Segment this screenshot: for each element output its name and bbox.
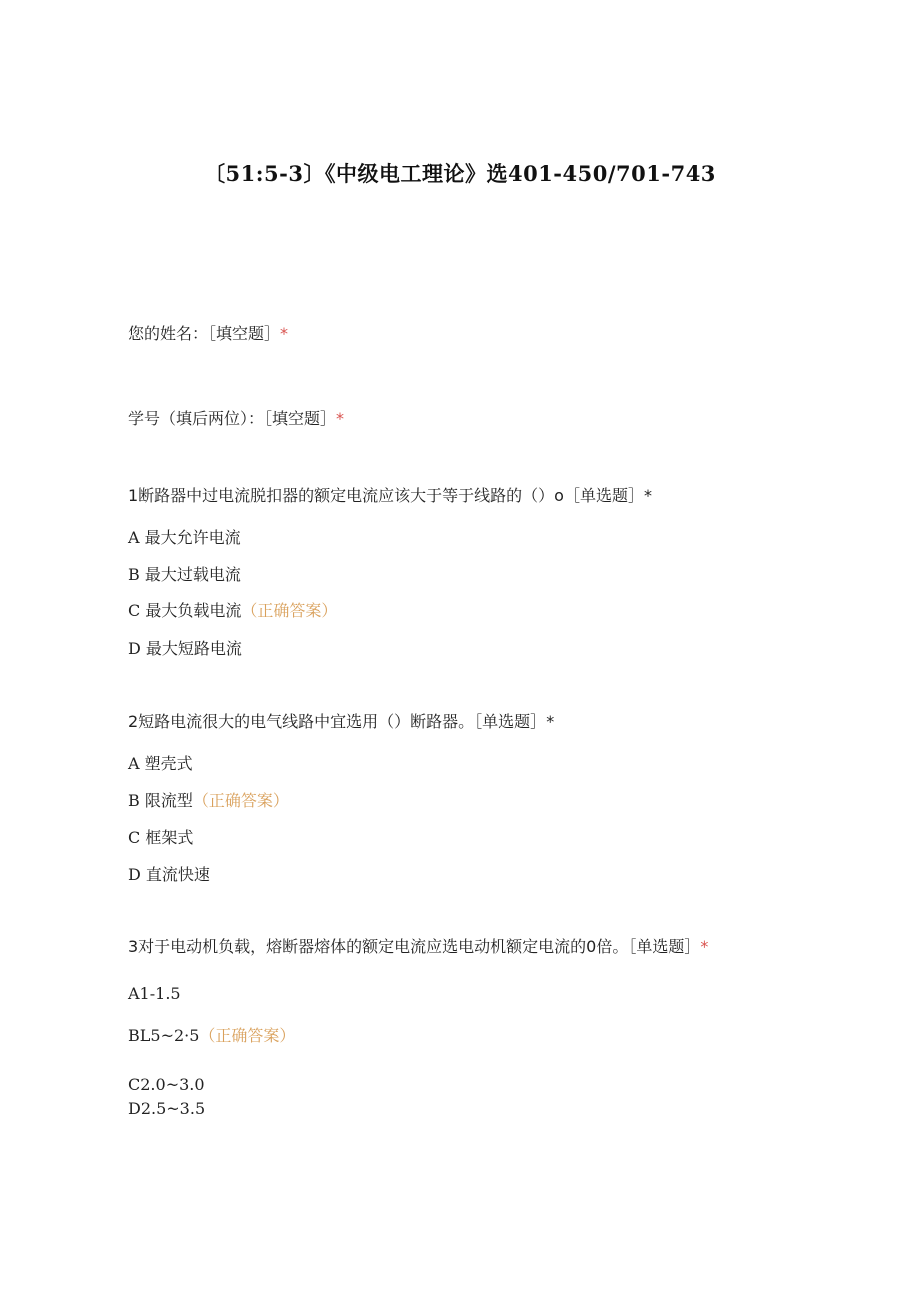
- option-text: 限流型: [144, 791, 193, 810]
- correct-answer-label: （正确答案）: [192, 791, 289, 810]
- question-1-text: 1断路器中过电流脱扣器的额定电流应该大于等于线路的（）o［单选题］: [128, 486, 644, 505]
- option-text: 最大短路电流: [145, 639, 242, 658]
- question-1-option-c: [128, 600, 337, 622]
- question-1: [128, 485, 652, 507]
- option-letter: B: [128, 565, 140, 584]
- option-letter: B: [128, 791, 140, 810]
- correct-answer-label: （正确答案）: [241, 601, 338, 620]
- question-2-option-d: [128, 864, 210, 886]
- option-text: C2.0~3.0: [128, 1075, 205, 1094]
- question-1-option-b: [128, 564, 241, 586]
- question-2: [128, 711, 554, 733]
- question-3-option-c: [128, 1074, 205, 1096]
- option-letter: C: [128, 601, 141, 620]
- question-2-option-b: [128, 790, 289, 812]
- question-3-option-d: [128, 1098, 205, 1120]
- option-letter: A: [128, 754, 140, 773]
- required-star: *: [643, 486, 652, 505]
- student-id-field: [128, 408, 344, 430]
- option-text: A1-1.5: [128, 984, 181, 1003]
- option-text: 最大负载电流: [145, 601, 242, 620]
- question-3-option-a: [128, 983, 181, 1005]
- option-letter: D: [128, 865, 141, 884]
- option-letter: D: [128, 639, 141, 658]
- document-title: 〔51:5-3〕《中级电工理论》选401-450/701-743: [204, 161, 716, 186]
- option-letter: C: [128, 828, 141, 847]
- question-2-option-c: [128, 827, 193, 849]
- name-field: [128, 323, 288, 345]
- name-field-label: 您的姓名：［填空题］: [128, 324, 281, 343]
- required-star: *: [280, 324, 289, 343]
- option-text: 最大允许电流: [144, 528, 241, 547]
- required-star: *: [546, 712, 555, 731]
- question-3-text: 3对于电动机负载，熔断器熔体的额定电流应选电动机额定电流的0倍。［单选题］: [128, 937, 701, 956]
- question-3-option-b: [128, 1025, 295, 1047]
- student-id-field-label: 学号（填后两位）：［填空题］: [128, 409, 337, 428]
- required-star: *: [336, 409, 345, 428]
- question-2-option-a: [128, 753, 193, 775]
- option-text: 框架式: [145, 828, 194, 847]
- option-text: 最大过载电流: [144, 565, 241, 584]
- question-2-text: 2短路电流很大的电气线路中宜选用（）断路器。［单选题］: [128, 712, 547, 731]
- question-3: [128, 936, 708, 958]
- option-text: 直流快速: [145, 865, 210, 884]
- option-text: D2.5~3.5: [128, 1099, 206, 1118]
- question-1-option-a: [128, 527, 241, 549]
- option-letter: A: [128, 528, 140, 547]
- question-1-option-d: [128, 638, 242, 660]
- option-text: 塑壳式: [144, 754, 193, 773]
- correct-answer-label: （正确答案）: [199, 1026, 296, 1045]
- option-text: BL5~2·5: [128, 1026, 200, 1045]
- required-star: *: [700, 937, 709, 956]
